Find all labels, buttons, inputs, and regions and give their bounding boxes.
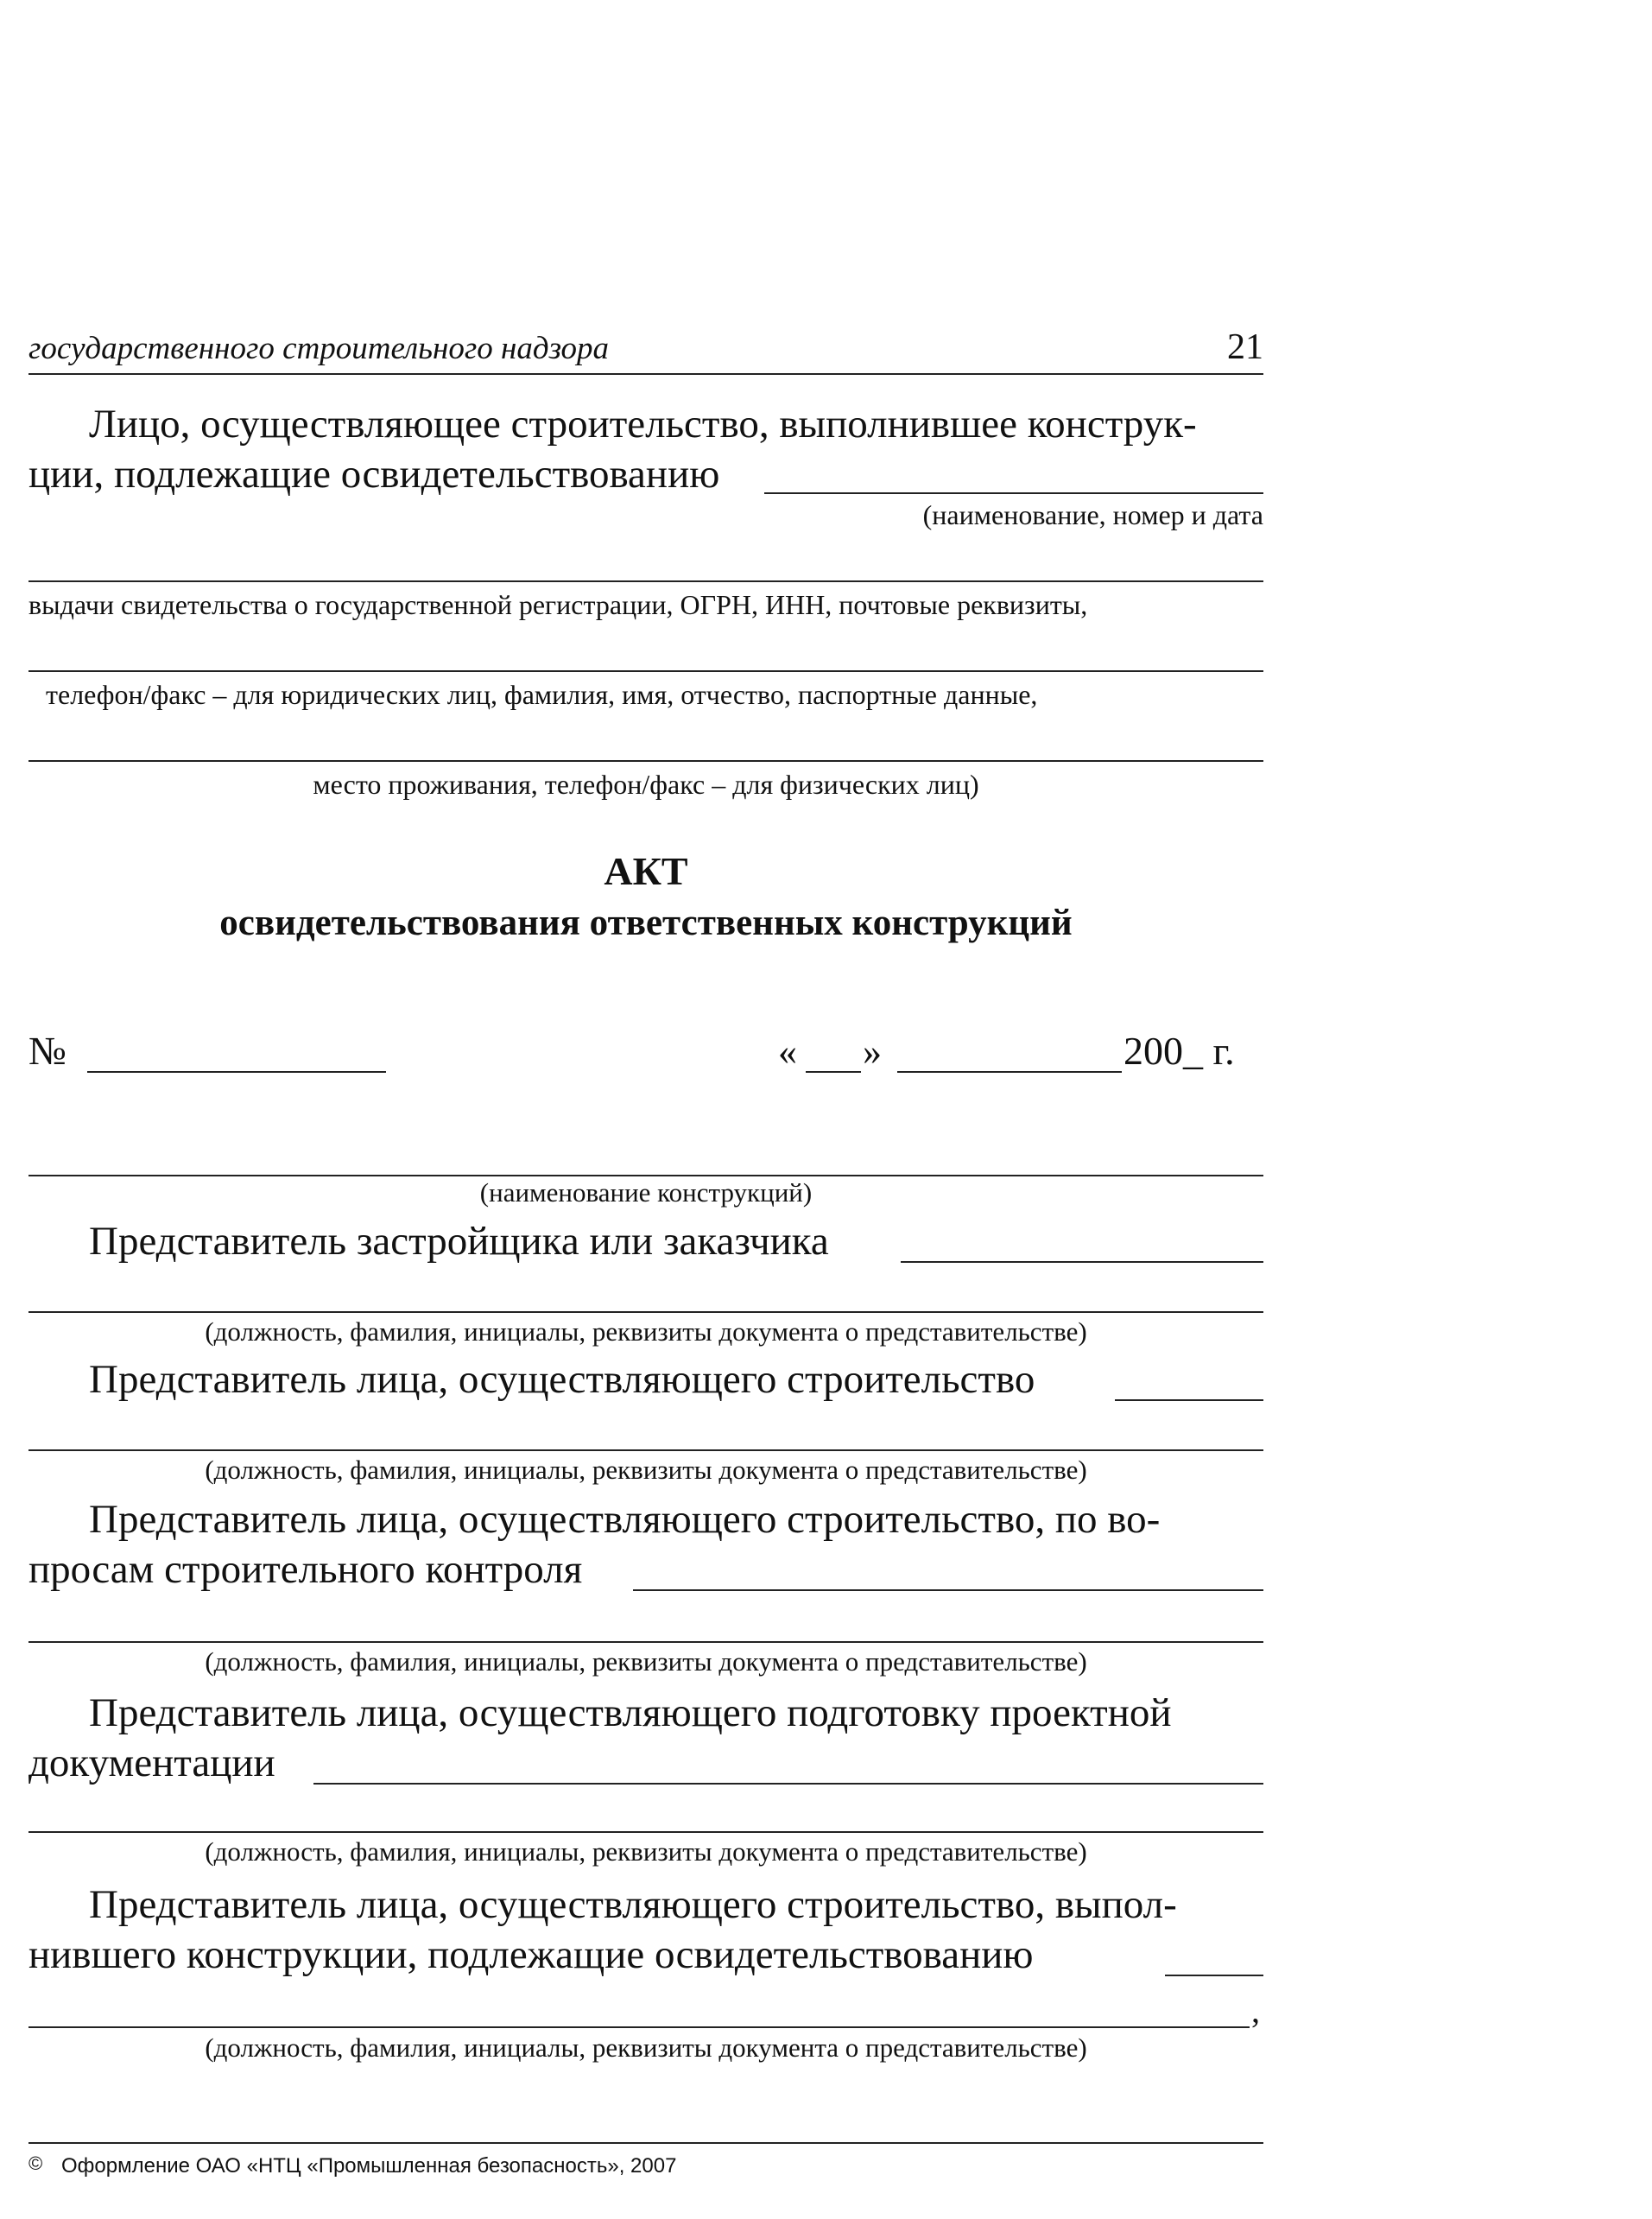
builder-name-field[interactable] bbox=[764, 492, 1263, 494]
builder-caption-4: место проживания, телефон/факс – для физических лиц) bbox=[313, 769, 979, 800]
builder-line-2: ции, подлежащие освидетельствованию bbox=[28, 452, 720, 497]
rep-contractor-caption: (должность, фамилия, инициалы, реквизиты документа о представительстве) bbox=[205, 2032, 1087, 2063]
rep-design-field-2[interactable] bbox=[28, 1831, 1263, 1833]
builder-details-field-1[interactable] bbox=[28, 580, 1263, 582]
copyright-icon: © bbox=[28, 2152, 43, 2174]
number-label: № bbox=[28, 1029, 66, 1073]
rep-contractor-label-1: Представитель лица, осуществляющего строительство, выпол- bbox=[89, 1882, 1177, 1927]
builder-line-1: Лицо, осуществляющее строительство, выполнившее конструк- bbox=[89, 402, 1197, 447]
builder-details-field-3[interactable] bbox=[28, 760, 1263, 762]
rep-customer-field-2[interactable] bbox=[28, 1311, 1263, 1313]
act-subtitle: освидетельствования ответственных конструкций bbox=[219, 903, 1073, 943]
rep-control-field-2[interactable] bbox=[28, 1641, 1263, 1643]
rep-design-caption: (должность, фамилия, инициалы, реквизиты документа о представительстве) bbox=[205, 1836, 1087, 1867]
builder-caption-3: телефон/факс – для юридических лиц, фамилия, имя, отчество, паспортные данные, bbox=[46, 679, 1038, 710]
footer-rule bbox=[28, 2142, 1263, 2144]
rep-builder-label: Представитель лица, осуществляющего строительство bbox=[89, 1357, 1035, 1402]
rep-design-label-1: Представитель лица, осуществляющего подготовку проектной bbox=[89, 1690, 1172, 1735]
rep-contractor-field[interactable] bbox=[1165, 1975, 1263, 1976]
rep-control-caption: (должность, фамилия, инициалы, реквизиты документа о представительстве) bbox=[205, 1646, 1087, 1677]
footer-text: Оформление ОАО «НТЦ «Промышленная безопасность», 2007 bbox=[61, 2154, 677, 2178]
trailing-comma: , bbox=[1251, 1991, 1260, 2030]
running-title: государственного строительного надзора bbox=[28, 331, 610, 366]
act-title: АКТ bbox=[604, 849, 688, 893]
date-quote-close: » bbox=[863, 1030, 882, 1073]
act-number-field[interactable] bbox=[87, 1071, 386, 1073]
rep-customer-field[interactable] bbox=[901, 1261, 1263, 1263]
builder-caption-2: выдачи свидетельства о государственной регистрации, ОГРН, ИНН, почтовые реквизиты, bbox=[28, 589, 1088, 620]
document-page bbox=[28, 0, 1263, 2219]
date-quote-open: « bbox=[778, 1030, 797, 1073]
header-rule bbox=[28, 373, 1263, 375]
rep-contractor-field-2[interactable] bbox=[28, 2026, 1250, 2028]
rep-design-label-2: документации bbox=[28, 1740, 275, 1785]
rep-builder-field[interactable] bbox=[1115, 1399, 1263, 1401]
rep-builder-caption: (должность, фамилия, инициалы, реквизиты документа о представительстве) bbox=[205, 1455, 1087, 1485]
date-day-field[interactable] bbox=[806, 1071, 861, 1073]
rep-customer-caption: (должность, фамилия, инициалы, реквизиты документа о представительстве) bbox=[205, 1316, 1087, 1347]
rep-builder-field-2[interactable] bbox=[28, 1449, 1263, 1451]
builder-caption-1: (наименование, номер и дата bbox=[922, 499, 1263, 530]
builder-details-field-2[interactable] bbox=[28, 670, 1263, 672]
page-number: 21 bbox=[1227, 327, 1263, 367]
rep-design-field[interactable] bbox=[313, 1783, 1263, 1785]
year-label: 200_ г. bbox=[1123, 1029, 1235, 1073]
constructions-caption: (наименование конструкций) bbox=[479, 1177, 813, 1208]
date-month-field[interactable] bbox=[897, 1071, 1122, 1073]
rep-customer-label: Представитель застройщика или заказчика bbox=[89, 1219, 829, 1264]
rep-contractor-label-2: нившего конструкции, подлежащие освидетельствованию bbox=[28, 1932, 1034, 1977]
rep-control-label-1: Представитель лица, осуществляющего строительство, по во- bbox=[89, 1497, 1161, 1542]
rep-control-label-2: просам строительного контроля bbox=[28, 1547, 583, 1592]
rep-control-field[interactable] bbox=[633, 1589, 1263, 1591]
